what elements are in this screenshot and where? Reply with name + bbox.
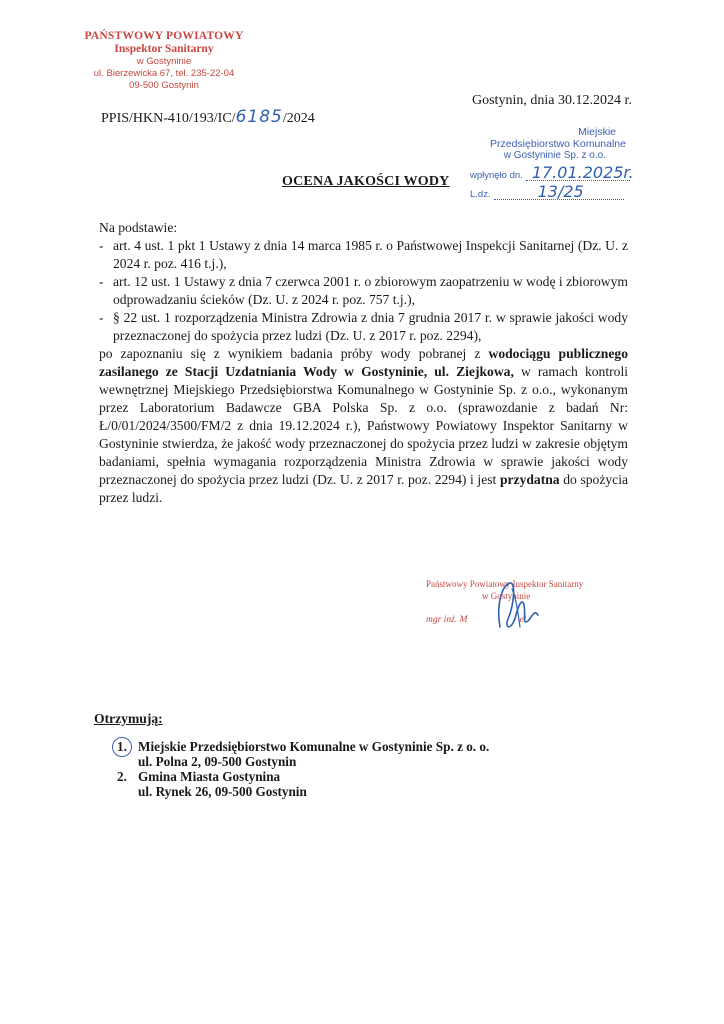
receipt-stamp-line1: Miejskie: [578, 126, 616, 138]
signature-stamp-line1: Państwowy Powiatowy Inspektor Sanitarny: [426, 579, 584, 589]
basis-item-text: art. 12 ust. 1 Ustawy z dnia 7 czerwca 2001 r. o zbiorowym zaopatrzeniu w wodę i zbiorowym odprowadzaniu ścieków (Dz. U. z 2024 r. poz. 757 t.j.),: [113, 274, 628, 307]
recipients-title: Otrzymują:: [94, 711, 163, 726]
reference-number: [101, 107, 315, 127]
sender-stamp-line4: ul. Bierzewicka 67, tel. 235-22-04: [93, 68, 235, 79]
water-source-bold: wodociągu publicznego zasilanego ze Stacji Uzdatniania Wody w Gostyninie, ul. Ziejkowa,: [99, 346, 628, 379]
receipt-stamp-line2: Przedsiębiorstwo Komunalne: [490, 138, 626, 150]
recipient-item: [117, 739, 489, 769]
recipient-address: ul. Rynek 26, 09-500 Gostynin: [138, 784, 307, 799]
recipient-name: Miejskie Przedsiębiorstwo Komunalne w Gostyninie Sp. z o. o.: [138, 739, 490, 754]
reference-prefix: PPIS/HKN-410/193/IC/: [101, 111, 236, 126]
place-date: Gostynin, dnia 30.12.2024 r.: [472, 93, 632, 108]
receipt-ldz-value: 13/25: [537, 182, 584, 201]
handwritten-circle-mark: [112, 737, 132, 757]
verdict-bold: przydatna: [499, 472, 560, 487]
receipt-stamp-line3: w Gostyninie Sp. z o.o.: [503, 150, 606, 161]
sender-stamp-line5: 09-500 Gostynin: [129, 80, 199, 91]
receipt-stamp: [470, 126, 634, 201]
assessment-text-1: po zapoznaniu się z wynikiem badania próby wody pobranej z: [99, 346, 489, 361]
recipient-item: [117, 769, 489, 799]
basis-item: - § 22 ust. 1 rozporządzenia Ministra Zdrowia z dnia 7 grudnia 2017 r. w sprawie jakości wody przeznaczonej do spożycia przez ludzi (Dz. U. z 2017 r. poz. 2294),: [99, 310, 628, 343]
handwritten-signature: [482, 575, 552, 635]
basis-item-text: art. 4 ust. 1 pkt 1 Ustawy z dnia 14 marca 1985 r. o Państwowej Inspekcji Sanitarnej (Dz. U. z 2024 r. poz. 416 t.j.),: [113, 238, 628, 271]
basis-item-text: § 22 ust. 1 rozporządzenia Ministra Zdrowia z dnia 7 grudnia 2017 r. w sprawie jakości wody przeznaczonej do spożycia przez ludzi (Dz. U. z 2017 r. poz. 2294),: [113, 310, 628, 343]
recipient-name: Gmina Miasta Gostynina: [138, 769, 281, 784]
sender-stamp-line2: Inspektor Sanitarny: [114, 43, 214, 55]
recipient-number: 2.: [117, 769, 127, 784]
document-body: [99, 219, 628, 507]
reference-suffix: /2024: [282, 111, 315, 126]
receipt-ldz-label: L.dz.: [470, 189, 491, 200]
recipient-address: ul. Polna 2, 09-500 Gostynin: [138, 754, 297, 769]
basis-intro: Na podstawie:: [99, 220, 178, 235]
signature-stamp-line2: w Gostyninie: [482, 591, 531, 601]
assessment-paragraph: [99, 345, 628, 507]
document-title: OCENA JAKOŚCI WODY: [282, 174, 450, 189]
sender-stamp-line3: w Gostyninie: [136, 56, 192, 67]
receipt-date-row: [470, 163, 634, 182]
receipt-date-label: wpłynęło dn.: [470, 170, 523, 181]
sender-stamp: [84, 30, 244, 92]
assessment-text-3: do spożycia przez ludzi.: [99, 472, 628, 505]
recipient-number: 1.: [117, 739, 127, 754]
assessment-text-2: w ramach kontroli wewnętrznej Miejskiego Przedsiębiorstwa Komunalnego w Gostyninie Sp. z o.o., wykonanym przez Laboratorium Badawcze GBA Polska Sp. z o.o. (sprawozdanie z badań Nr: Ł/0/01/2024/3500/FM/2 z dnia 19.12.2024 r.), Państwowy Powiatowy Inspektor Sanitarny w Gostyninie stwierdza, że jakość wody przeznaczonej do spożycia przez ludzi w zakresie objętym badaniami, spełnia wymagania rozporządzenia Ministra Zdrowia w sprawie jakości wody przeznaczonej do spożycia przez ludzi (Dz. U. z 2017 r. poz. 2294) i jest: [99, 364, 628, 487]
signature-stamp-line3: mgr inż. M el: [426, 615, 527, 625]
basis-item: - art. 4 ust. 1 pkt 1 Ustawy z dnia 14 marca 1985 r. o Państwowej Inspekcji Sanitarnej (Dz. U. z 2024 r. poz. 416 t.j.),: [99, 238, 628, 271]
sender-stamp-line1: PAŃSTWOWY POWIATOWY: [84, 30, 244, 42]
receipt-ldz-row: [470, 182, 630, 201]
reference-handwritten-number: 6185: [235, 107, 283, 127]
receipt-date-value: 17.01.2025r.: [531, 163, 634, 182]
basis-item: - art. 12 ust. 1 Ustawy z dnia 7 czerwca 2001 r. o zbiorowym zaopatrzeniu w wodę i zbiorowym odprowadzaniu ścieków (Dz. U. z 2024 r. poz. 757 t.j.),: [99, 274, 628, 307]
recipients-list: [117, 739, 489, 799]
